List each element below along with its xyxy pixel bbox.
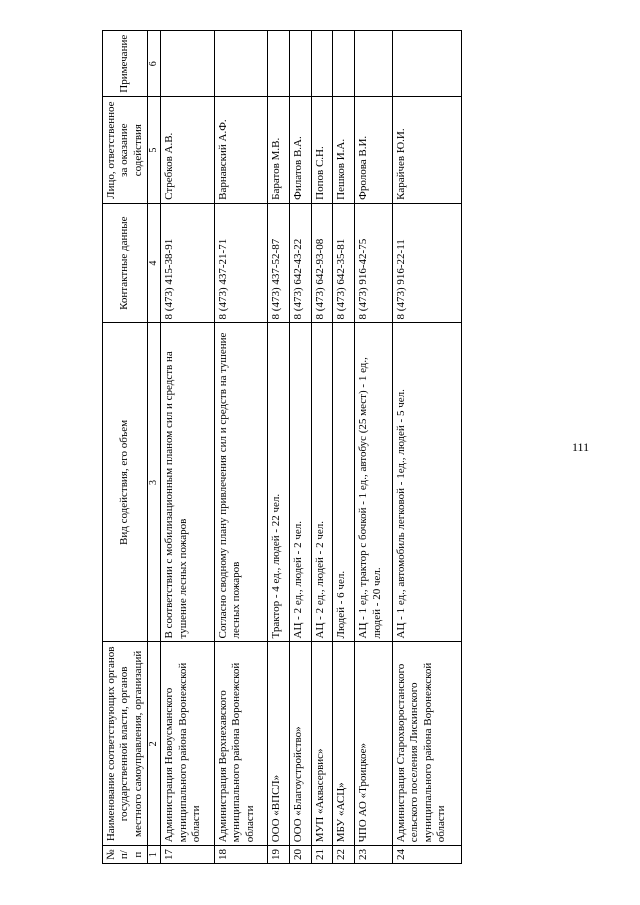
column-number: 3	[148, 323, 161, 642]
header-number: № п/п	[103, 846, 148, 864]
assistance-type: Согласно сводному плану привлечения сил и средств на тушение лесных пожаров	[214, 323, 267, 642]
table-row	[268, 31, 290, 864]
column-number-row	[148, 31, 161, 864]
row-number: 21	[311, 846, 333, 864]
assistance-table	[102, 30, 462, 864]
assistance-type: Трактор - 4 ед., людей - 22 чел.	[268, 323, 290, 642]
note	[355, 31, 393, 98]
responsible-person: Баратов М.В.	[268, 97, 290, 203]
header-contacts: Контактные данные	[103, 203, 148, 323]
responsible-person: Попов С.Н.	[311, 97, 333, 203]
row-number: 19	[268, 846, 290, 864]
table-row	[214, 31, 267, 864]
assistance-type: АЦ - 1 ед., автомобиль легковой - 1ед., людей - 5 чел.	[392, 323, 461, 642]
note	[268, 31, 290, 98]
responsible-person: Фролова В.И.	[355, 97, 393, 203]
column-number: 5	[148, 97, 161, 203]
table-row	[161, 31, 214, 864]
table-row	[311, 31, 333, 864]
responsible-person: Филатов В.А.	[289, 97, 311, 203]
organization-name: ЧПО АО «Троицкое»	[355, 642, 393, 846]
contact-phone: 8 (473) 916-42-75	[355, 203, 393, 323]
contact-phone: 8 (473) 437-21-71	[214, 203, 267, 323]
table-header-row	[103, 31, 148, 864]
note	[289, 31, 311, 98]
row-number: 22	[333, 846, 355, 864]
note	[161, 31, 214, 98]
rotated-table-container	[102, 30, 462, 864]
organization-name: МБУ «АСЦ»	[333, 642, 355, 846]
responsible-person: Карайчев Ю.И.	[392, 97, 461, 203]
assistance-type: АЦ - 2 ед., людей - 2 чел.	[311, 323, 333, 642]
table-row	[392, 31, 461, 864]
organization-name: Администрация Новоусманского муниципального района Воронежской области	[161, 642, 214, 846]
contact-phone: 8 (473) 642-93-08	[311, 203, 333, 323]
column-number: 6	[148, 31, 161, 98]
table-wrapper	[102, 30, 462, 864]
row-number: 17	[161, 846, 214, 864]
column-number: 2	[148, 642, 161, 846]
note	[333, 31, 355, 98]
row-number: 18	[214, 846, 267, 864]
table-row	[333, 31, 355, 864]
header-assistance-type: Вид содействия, его объем	[103, 323, 148, 642]
organization-name: МУП «Аквасервис»	[311, 642, 333, 846]
column-number: 4	[148, 203, 161, 323]
assistance-type: В соответствии с мобилизационным планом сил и средств на тушение лесных пожаров	[161, 323, 214, 642]
header-note: Примечание	[103, 31, 148, 98]
note	[392, 31, 461, 98]
organization-name: ООО «Благоустройство»	[289, 642, 311, 846]
page-number: 111	[572, 440, 590, 454]
column-number: 1	[148, 846, 161, 864]
organization-name: Администрация Верхнехавского муниципального района Воронежской области	[214, 642, 267, 846]
table-row	[355, 31, 393, 864]
contact-phone: 8 (473) 642-35-81	[333, 203, 355, 323]
responsible-person: Стребков А.В.	[161, 97, 214, 203]
header-responsible-person: Лицо, ответственное за оказание содействия	[103, 97, 148, 203]
contact-phone: 8 (473) 437-52-87	[268, 203, 290, 323]
assistance-type: Людей - 6 чел.	[333, 323, 355, 642]
assistance-type: АЦ - 2 ед., людей - 2 чел.	[289, 323, 311, 642]
responsible-person: Пешков И.А.	[333, 97, 355, 203]
contact-phone: 8 (473) 642-43-22	[289, 203, 311, 323]
table-row	[289, 31, 311, 864]
row-number: 20	[289, 846, 311, 864]
responsible-person: Варнавский А.Ф.	[214, 97, 267, 203]
note	[311, 31, 333, 98]
contact-phone: 8 (473) 916-22-11	[392, 203, 461, 323]
row-number: 24	[392, 846, 461, 864]
note	[214, 31, 267, 98]
organization-name: ООО «ВПСЛ»	[268, 642, 290, 846]
row-number: 23	[355, 846, 393, 864]
header-organization: Наименование соответствующих органов государственной власти, органов местного самоуправления, организаций	[103, 642, 148, 846]
organization-name: Администрация Старохворостанского сельского поселения Лискинского муниципального района Воронежской области	[392, 642, 461, 846]
contact-phone: 8 (473) 415-38-91	[161, 203, 214, 323]
assistance-type: АЦ - 1 ед., трактор с бочкой - 1 ед., автобус (25 мест) - 1 ед., людей - 20 чел.	[355, 323, 393, 642]
